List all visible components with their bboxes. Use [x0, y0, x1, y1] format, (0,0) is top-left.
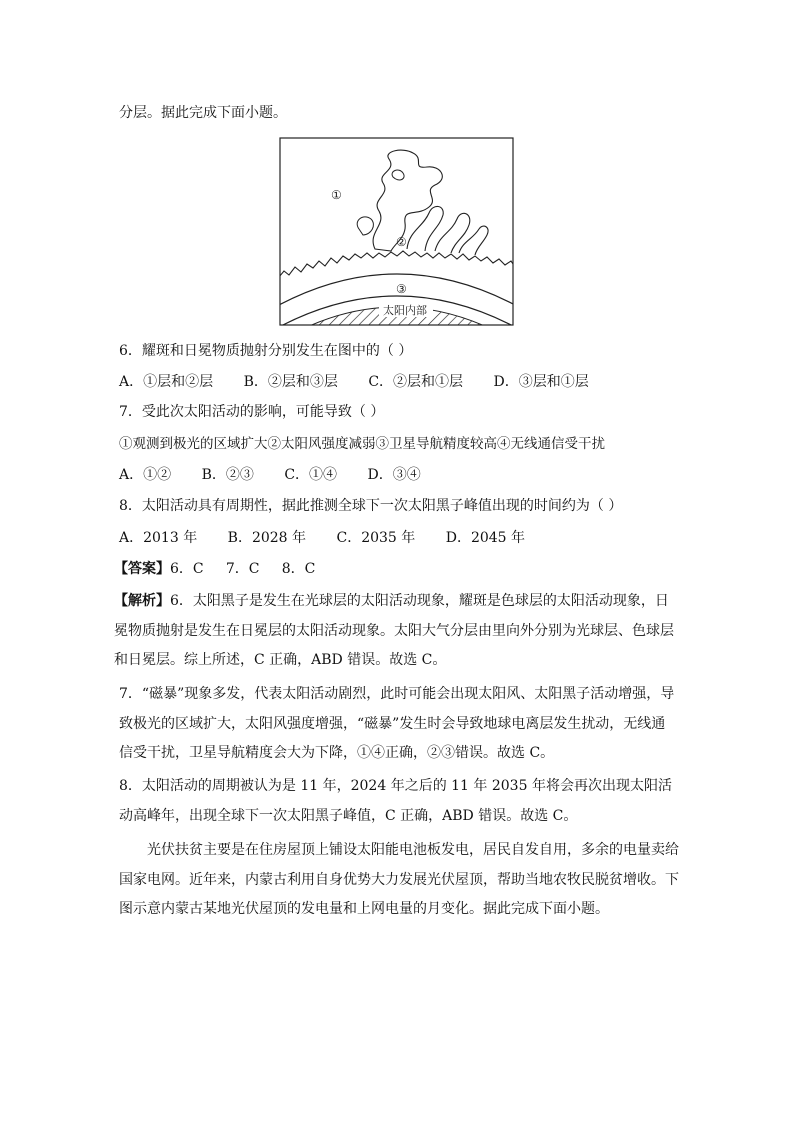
- answer-text: 6．C 7．C 8．C: [170, 561, 316, 577]
- intro-text: 分层。据此完成下面小题。: [119, 105, 287, 121]
- answer-label: 【答案】: [114, 561, 170, 577]
- analysis-6: [114, 587, 679, 676]
- q7-option-b[interactable]: B．②③: [201, 467, 254, 483]
- question-7-statements: ①观测到极光的区域扩大②太阳风强度减弱③卫星导航精度较高④无线通信受干扰: [119, 436, 605, 452]
- q8-option-d[interactable]: D．2045 年: [445, 530, 526, 546]
- question-7-stem: 7．受此次太阳活动的影响，可能导致（ ）: [119, 404, 385, 420]
- layer-2-label: ②: [396, 235, 407, 249]
- q8-option-c[interactable]: C．2035 年: [336, 530, 416, 546]
- q8-option-a[interactable]: A．2013 年: [119, 530, 198, 546]
- analysis-label: 【解析】: [114, 593, 170, 609]
- question-8-stem: 8．太阳活动具有周期性，据此推测全球下一次太阳黑子峰值出现的时间约为（ ）: [119, 498, 623, 514]
- layer-1-label: ①: [331, 188, 342, 202]
- q6-option-c[interactable]: C．②层和①层: [368, 374, 464, 390]
- q8-option-b[interactable]: B．2028 年: [227, 530, 307, 546]
- q7-option-a[interactable]: A．①②: [119, 467, 172, 483]
- q7-option-d[interactable]: D．③④: [367, 467, 421, 483]
- question-8-options: [119, 528, 551, 548]
- core-label: 太阳内部: [383, 304, 427, 317]
- answer-line: [114, 559, 315, 579]
- q6-option-d[interactable]: D．③层和①层: [493, 374, 589, 390]
- next-section-intro: 光伏扶贫主要是在住房屋顶上铺设太阳能电池板发电，居民自发自用，多余的电量卖给国家电网。近年来，内蒙古利用自身优势大力发展光伏屋顶，帮助当地农牧民脱贫增收。下图示意内蒙古某地光伏屋顶的发电量和上网电量的月变化。据此完成下面小题。: [119, 842, 679, 917]
- analysis-6-text: 6．太阳黑子是发生在光球层的太阳活动现象，耀斑是色球层的太阳活动现象，日冕物质抛射是发生在日冕层的太阳活动现象。太阳大气分层由里向外分别为光球层、色球层和日冕层。综上所述，C 正确，ABD 错误。故选 C。: [114, 593, 674, 668]
- question-6-options: [119, 372, 615, 392]
- question-7-options: [119, 465, 447, 485]
- q6-option-b[interactable]: B．②层和③层: [243, 374, 338, 390]
- layer-3-label: ③: [396, 282, 407, 296]
- analysis-8: 8．太阳活动的周期被认为是 11 年，2024 年之后的 11 年 2035 年将会再次出现太阳活动高峰年，出现全球下一次太阳黑子峰值，C 正确，ABD 错误。故选 C。: [119, 778, 672, 824]
- analysis-7: 7．“磁暴”现象多发，代表太阳活动剧烈，此时可能会出现太阳风、太阳黑子活动增强，导致极光的区域扩大，太阳风强度增强，“磁暴”发生时会导致地球电离层发生扰动，无线通信受干扰，卫星导航精度会大为下降，①④正确，②③错误。故选 C。: [119, 686, 675, 761]
- q7-option-c[interactable]: C．①④: [284, 467, 338, 483]
- question-6-stem: 6．耀斑和日冕物质抛射分别发生在图中的（ ）: [119, 343, 413, 359]
- q6-option-a[interactable]: A．①层和②层: [119, 374, 214, 390]
- sun-layers-figure: [279, 137, 515, 327]
